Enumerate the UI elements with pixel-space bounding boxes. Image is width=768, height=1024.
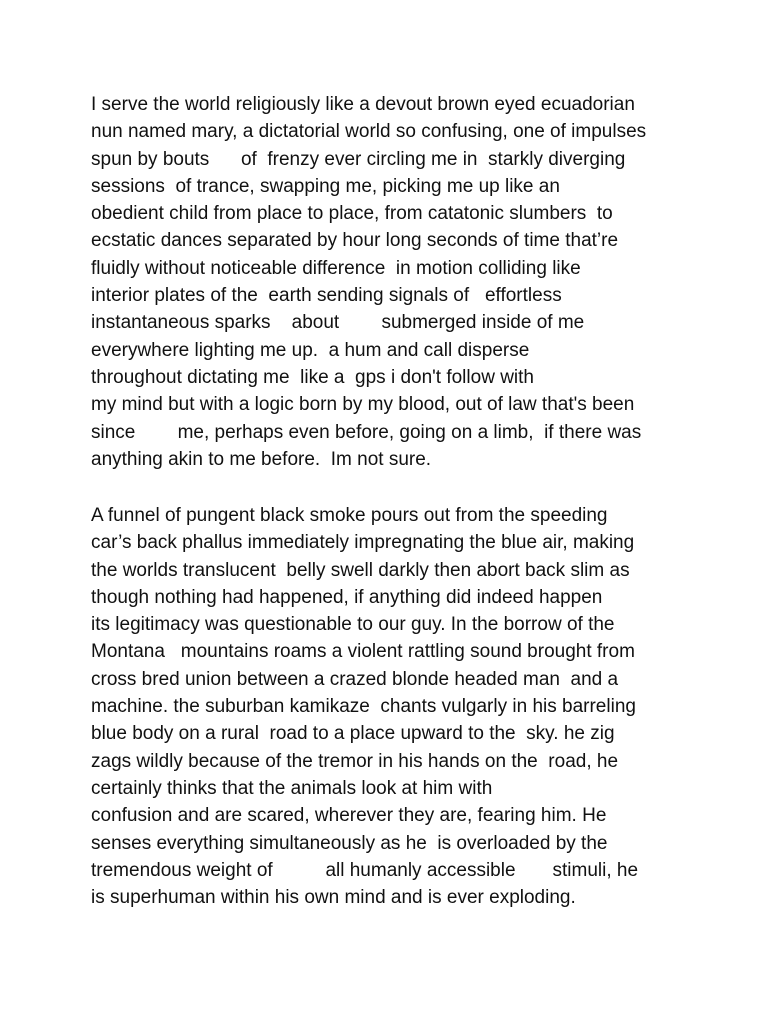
paragraph-line: ecstatic dances separated by hour long seconds of time that’re xyxy=(91,230,619,252)
paragraph-line: fluidly without noticeable difference in motion colliding like xyxy=(91,257,581,279)
paragraph-2 xyxy=(91,502,731,911)
paragraph-line: the worlds translucent belly swell darkly then abort back slim as xyxy=(91,559,630,581)
paragraph-line: spun by bouts of frenzy ever circling me in starkly diverging xyxy=(91,148,626,170)
paragraph-line: car’s back phallus immediately impregnating the blue air, making xyxy=(91,532,635,554)
paragraph-line: blue body on a rural road to a place upward to the sky. he zig xyxy=(91,723,615,745)
paragraph-line: Montana mountains roams a violent rattling sound brought from xyxy=(91,641,635,663)
paragraph-line: I serve the world religiously like a devout brown eyed ecuadorian xyxy=(91,94,635,115)
paragraph-line: confusion and are scared, wherever they are, fearing him. He xyxy=(91,805,607,827)
paragraph-line: senses everything simultaneously as he is overloaded by the xyxy=(91,832,608,854)
paragraph-1 xyxy=(91,91,731,473)
paragraph-line: its legitimacy was questionable to our guy. In the borrow of the xyxy=(91,614,615,636)
paragraph-line: A funnel of pungent black smoke pours out from the speeding xyxy=(91,505,608,526)
paragraph-line: cross bred union between a crazed blonde headed man and a xyxy=(91,668,619,690)
paragraph-line: zags wildly because of the tremor in his hands on the road, he xyxy=(91,750,619,772)
paragraph-line: machine. the suburban kamikaze chants vulgarly in his barreling xyxy=(91,696,636,718)
paragraph-line: interior plates of the earth sending signals of effortless xyxy=(91,285,562,307)
paragraph-line: though nothing had happened, if anything did indeed happen xyxy=(91,586,603,608)
paragraph-line: obedient child from place to place, from catatonic slumbers to xyxy=(91,203,613,225)
paragraph-line: sessions of trance, swapping me, picking me up like an xyxy=(91,175,560,197)
paragraph-line: throughout dictating me like a gps i don't follow with xyxy=(91,366,534,388)
paragraph-line: my mind but with a logic born by my blood, out of law that's been xyxy=(91,394,635,416)
paragraph-line: anything akin to me before. Im not sure. xyxy=(91,448,432,470)
paragraph-line: certainly thinks that the animals look at him with xyxy=(91,777,493,799)
paragraph-line: is superhuman within his own mind and is ever exploding. xyxy=(91,887,576,909)
paragraph-line: tremendous weight of all humanly accessible stimuli, he xyxy=(91,859,639,881)
paragraph-line: instantaneous sparks about submerged inside of me xyxy=(91,312,585,334)
paragraph-line: everywhere lighting me up. a hum and call disperse xyxy=(91,339,530,361)
paragraph-line: since me, perhaps even before, going on a limb, if there was xyxy=(91,421,642,443)
paragraph-line: nun named mary, a dictatorial world so confusing, one of impulses xyxy=(91,121,647,143)
